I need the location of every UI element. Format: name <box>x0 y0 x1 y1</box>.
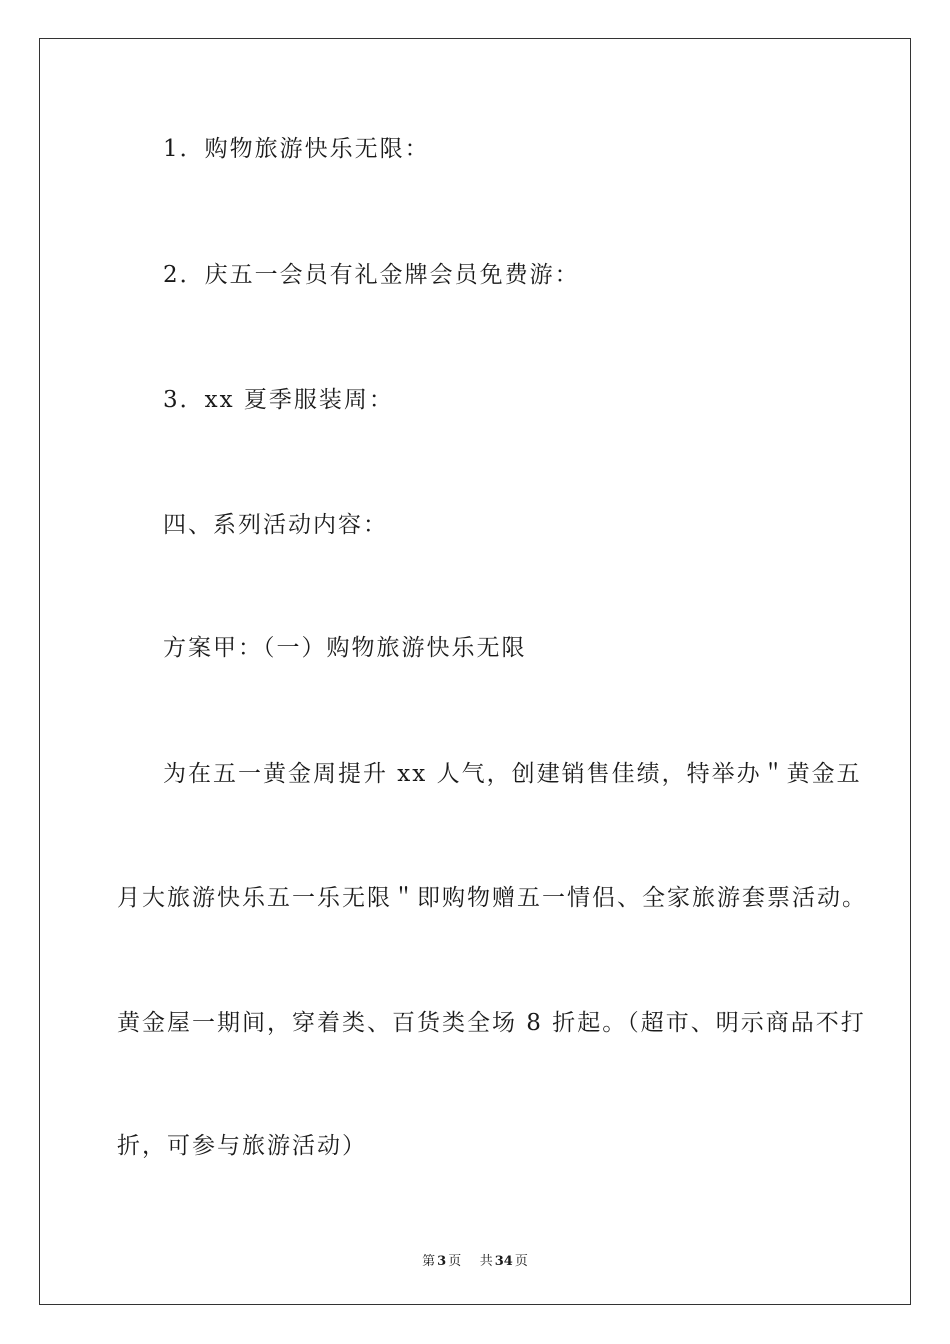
paragraph-line-1: 为在五一黄金周提升 xx 人气，创建销售佳绩，特举办＂黄金五 <box>163 761 862 787</box>
page-border <box>39 38 911 1305</box>
list-item-3: 3．xx 夏季服装周： <box>163 387 394 413</box>
footer-total-suffix: 页 <box>514 1254 528 1269</box>
footer-page-suffix: 页 <box>448 1254 462 1269</box>
footer-page-number: 3 <box>437 1254 447 1269</box>
footer-total-prefix: 共 <box>479 1254 493 1269</box>
plan-heading: 方案甲：（一）购物旅游快乐无限 <box>163 635 527 661</box>
footer-page-prefix: 第 <box>422 1254 436 1269</box>
section-heading: 四、系列活动内容： <box>163 512 388 538</box>
paragraph-line-2: 月大旅游快乐五一乐无限＂即购物赠五一情侣、全家旅游套票活动。 <box>117 885 867 911</box>
paragraph-line-4: 折，可参与旅游活动） <box>117 1133 367 1159</box>
list-item-2: 2．庆五一会员有礼金牌会员免费游： <box>163 262 580 288</box>
footer-total-pages: 34 <box>494 1254 513 1269</box>
page-footer <box>0 1250 950 1269</box>
list-item-1: 1．购物旅游快乐无限： <box>163 136 430 162</box>
paragraph-line-3: 黄金屋一期间，穿着类、百货类全场 8 折起。（超市、明示商品不打 <box>117 1010 866 1036</box>
